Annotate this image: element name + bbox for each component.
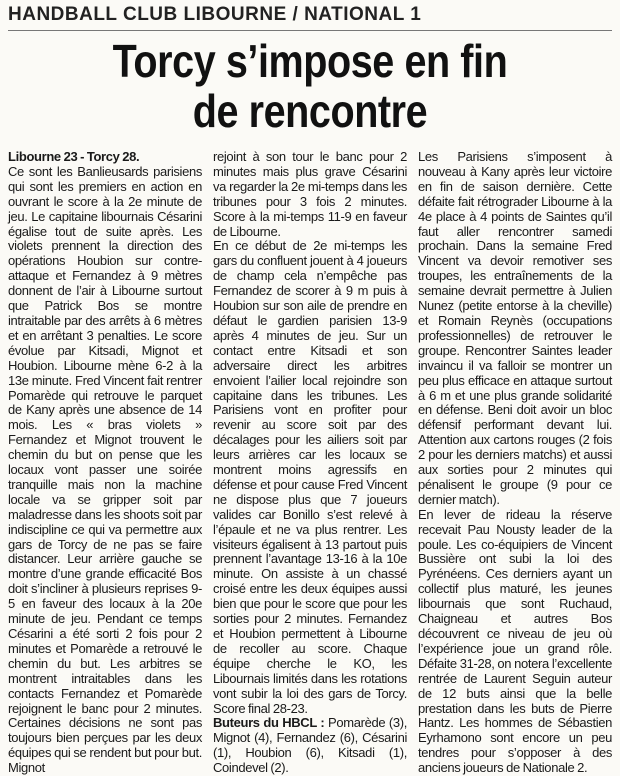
headline	[43, 36, 576, 136]
column-2-paragraph-1: rejoint à son tour le banc pour 2 minutes mais plus grave Césarini va regarder la 2e mi-temps dans les tribunes pour 3 fois 2 minutes. Score à la mi-temps 11-9 en faveur de Libourne.	[213, 149, 407, 239]
column-1	[8, 149, 202, 776]
column-2	[213, 149, 407, 776]
headline-line-2: de rencontre	[192, 85, 428, 137]
column-3-paragraph-1: Les Parisiens s’imposent à nouveau à Kany après leur victoire en fin de saison dernière. Cette défaite fait rétrograder Libourne à la 4e place à 4 points de Saintes qu’il faut aller rencontrer samedi prochain. Dans la semaine Fred Vincent va devoir remotiver ses troupes, les entraînements de la semaine devrait permettre à Julien Nunez (petite entorse à la cheville) et Romain Reynès (occupations professionnelles) de retrouver le groupe. Rencontrer Saintes leader invaincu il va falloir se montrer un peu plus efficace en attaque surtout à 6 m et une plus grande solidarité en défense. Beni doit avoir un bloc défensif performant devant lui. Attention aux cartons rouges (2 fois 2 pour les derniers matchs) et aussi aux sorties pour 2 minutes qui pénalisent le groupe (9 pour ce dernier match).	[418, 149, 612, 507]
column-3-paragraph-2: En lever de rideau la réserve recevait Pau Nousty leader de la poule. Les co-équipiers de Vincent Bussière ont subi la loi des Pyrénéens. Ces derniers ayant un collectif plus maturé, les jeunes libournais que sont Ruchaud, Chaigneau et autres Bos découvrent ce niveau de jeu où l’expérience joue un grand rôle. Défaite 31-28, on notera l’excellente rentrée de Laurent Seguin auteur de 12 buts ainsi que la belle prestation dans les buts de Pierre Hantz. Les hommes de Sébastien Eyrhamono sont encore un peu tendres pour s’opposer à des anciens joueurs de Nationale 2.	[418, 506, 612, 776]
lead-line: Libourne 23 - Torcy 28.	[8, 149, 140, 164]
kicker-rule	[8, 30, 612, 31]
headline-line-1: Torcy s’impose en fin	[112, 35, 508, 87]
scorers-label: Buteurs du HBCL :	[213, 715, 325, 731]
article-columns	[8, 149, 612, 776]
section-kicker: HANDBALL CLUB LIBOURNE / NATIONAL 1	[8, 4, 422, 25]
column-3	[418, 149, 612, 776]
scorers-paragraph	[213, 716, 407, 776]
kicker-row	[8, 4, 612, 28]
column-2-paragraph-2: En ce début de 2e mi-temps les gars du confluent jouent à 4 joueurs de champ cela n’empêche pas Fernandez de scorer à 9 m puis à Houbion sur son aile de prendre en défaut le gardien parisien 13-9 après 4 minutes de jeu. Sur un contact entre Kitsadi et son adversaire direct les arbitres envoient l’ailier local rejoindre son capitaine dans les tribunes. Les Parisiens vont en profiter pour revenir au score soit par des décalages pour les ailiers soit par leurs arrières car les locaux se montrent moins agressifs en défense et pour cause Fred Vincent ne dispose plus que 7 joueurs valides car Bonillo s’est relevé à l’épaule et ne va plus rentrer. Les visiteurs égalisent à 13 partout puis prennent l’avantage 13-16 à la 10e minute. On assiste à un chassé croisé entre les deux équipes aussi bien que pour le score que pour les sorties pour 2 minutes. Fernandez et Houbion permettent à Libourne de recoller au score. Chaque équipe cherche le KO, les Libournais limités dans les rotations vont subir la loi des gars de Torcy. Score final 28-23.	[213, 238, 407, 716]
column-1-paragraph: Ce sont les Banlieusards parisiens qui sont les premiers en action en ouvrant le score à la 2e minute de jeu. Le capitaine libournais Césarini égalise tout de suite après. Les violets prennent la direction des opérations Houbion sur contre-attaque et Fernandez à 9 mètres donnent de l’air à Libourne surtout que Patrick Bos se montre intraitable par des arrêts à 6 mètres et en arrêtant 3 penalties. Le score évolue par Kitsadi, Mignot et Houbion. Libourne mène 6-2 à la 13e minute. Fred Vincent fait rentrer Pomarède qui retrouve le parquet de Kany après une absence de 14 mois. Les « bras violets » Fernandez et Mignot trouvent le chemin du but on pense que les locaux vont passer une soirée tranquille mais non la machine locale va se gripper soit par maladresse dans les shoots soit par indiscipline ce qui va permettre aux gars de Torcy de ne pas se faire distancer. Leur arrière gauche se montre d’une grande efficacité Bos doit s’incliner à plusieurs reprises 9-5 en faveur des locaux à la 20e minute de jeu. Pendant ce temps Césarini a été sorti 2 fois pour 2 minutes et Pomarède a retrouvé le chemin du but. Les arbitres se montrent intraitables dans les contacts Fernandez et Pomarède rejoignent le banc pour 2 minutes. Certaines décisions ne sont pas toujours bien perçues par les deux équipes qui se rendent but pour but. Mignot	[8, 163, 202, 776]
scorers-list: Pomarède (3), Mignot (4), Fernandez (6), Césarini (1), Houbion (6), Kitsadi (1), Coindevel (2).	[213, 715, 407, 776]
